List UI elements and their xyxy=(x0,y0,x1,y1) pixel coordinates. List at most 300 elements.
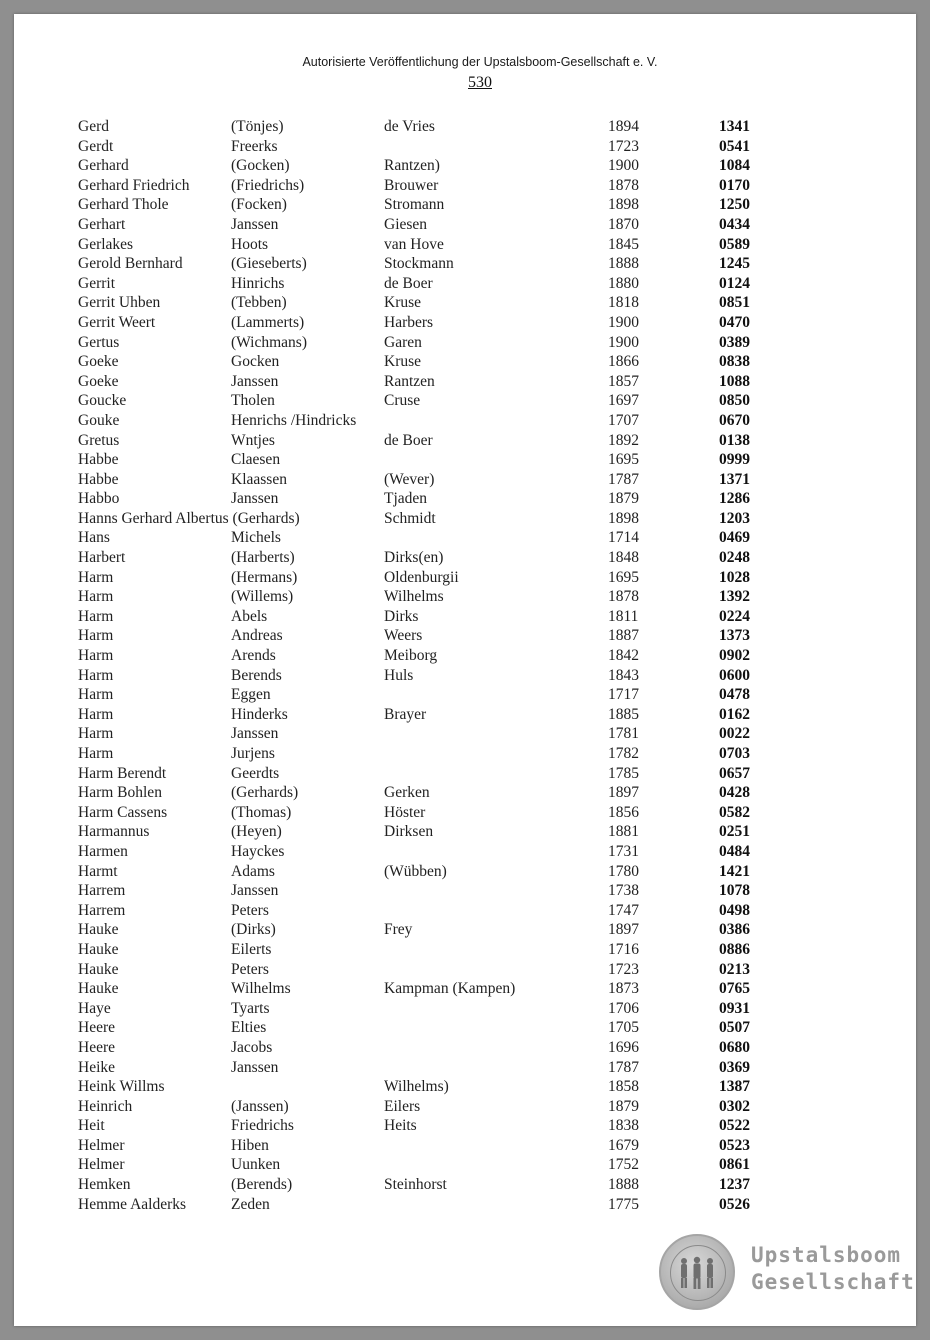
year-cell: 1731 xyxy=(608,842,639,860)
second-name-cell: Janssen xyxy=(231,882,279,900)
table-row xyxy=(78,940,798,960)
record-number-cell: 0931 xyxy=(719,999,750,1017)
record-number-cell: 0999 xyxy=(719,451,750,469)
year-cell: 1881 xyxy=(608,823,639,841)
table-row xyxy=(78,1195,798,1215)
first-name-cell: Gerlakes xyxy=(78,235,134,253)
table-row xyxy=(78,528,798,548)
surname-cell: Harbers xyxy=(384,313,434,331)
record-number-cell: 1421 xyxy=(719,862,750,880)
record-number-cell: 0389 xyxy=(719,333,750,351)
table-row xyxy=(78,920,798,940)
second-name-cell: (Janssen) xyxy=(231,1097,289,1115)
year-cell: 1717 xyxy=(608,686,639,704)
first-name-cell: Gerhart xyxy=(78,215,126,233)
second-name-cell: Hiben xyxy=(231,1136,269,1154)
first-name-cell: Hauke xyxy=(78,921,119,939)
year-cell: 1894 xyxy=(608,118,639,135)
second-name-cell: Berends xyxy=(231,666,282,684)
first-name-cell: Harm Cassens xyxy=(78,803,168,821)
record-number-cell: 0302 xyxy=(719,1097,750,1115)
year-cell: 1898 xyxy=(608,196,639,214)
first-name-cell: Harm xyxy=(78,686,114,704)
record-number-cell: 0657 xyxy=(719,764,750,782)
surname-cell: Heits xyxy=(384,1117,417,1135)
first-name-cell: Gouke xyxy=(78,411,120,429)
year-cell: 1838 xyxy=(608,1117,639,1135)
table-row xyxy=(78,176,798,196)
first-name-cell: Hauke xyxy=(78,940,119,958)
year-cell: 1723 xyxy=(608,960,639,978)
record-number-cell: 0861 xyxy=(719,1156,750,1174)
year-cell: 1775 xyxy=(608,1195,639,1213)
year-cell: 1716 xyxy=(608,940,639,958)
record-number-cell: 0850 xyxy=(719,392,750,410)
record-number-cell: 0523 xyxy=(719,1136,750,1154)
second-name-cell: Elties xyxy=(231,1019,267,1037)
table-row xyxy=(78,685,798,705)
record-number-cell: 0428 xyxy=(719,784,750,802)
first-name-cell: Hanns Gerhard Albertus (Gerhards) xyxy=(78,509,300,527)
first-name-cell: Harrem xyxy=(78,901,126,919)
second-name-cell: Eggen xyxy=(231,686,271,704)
table-row xyxy=(78,1018,798,1038)
record-number-cell: 1078 xyxy=(719,882,750,900)
record-number-cell: 1250 xyxy=(719,196,750,214)
surname-cell: Rantzen xyxy=(384,372,435,390)
record-number-cell: 0703 xyxy=(719,745,750,762)
second-name-cell: (Gieseberts) xyxy=(231,255,307,273)
record-number-cell: 0498 xyxy=(719,901,750,919)
first-name-cell: Goucke xyxy=(78,392,127,410)
first-name-cell: Harm xyxy=(78,725,114,743)
seal-icon xyxy=(659,1234,735,1310)
table-row xyxy=(78,489,798,509)
table-row xyxy=(78,568,798,588)
second-name-cell: Janssen xyxy=(231,725,279,743)
first-name-cell: Gerrit Weert xyxy=(78,313,156,331)
surname-cell: de Boer xyxy=(384,431,433,449)
year-cell: 1811 xyxy=(608,607,639,625)
publication-header: Autorisierte Veröffentlichung der Upstalsboom-Gesellschaft e. V. xyxy=(302,55,658,69)
table-row xyxy=(78,509,798,529)
table-row xyxy=(78,235,798,255)
second-name-cell: Peters xyxy=(231,960,269,978)
first-name-cell: Gerhard xyxy=(78,157,129,175)
first-name-cell: Harm xyxy=(78,588,114,606)
table-row xyxy=(78,215,798,235)
table-row xyxy=(78,842,798,862)
year-cell: 1880 xyxy=(608,274,639,292)
second-name-cell: (Gocken) xyxy=(231,157,290,175)
table-row xyxy=(78,607,798,627)
first-name-cell: Gerhard Thole xyxy=(78,196,169,214)
table-row xyxy=(78,822,798,842)
second-name-cell: Adams xyxy=(231,862,275,880)
record-number-cell: 1371 xyxy=(719,470,750,488)
table-row xyxy=(78,1058,798,1078)
table-row xyxy=(78,764,798,784)
year-cell: 1848 xyxy=(608,549,639,567)
record-number-cell: 1028 xyxy=(719,568,750,586)
year-cell: 1714 xyxy=(608,529,639,547)
first-name-cell: Harbert xyxy=(78,549,126,567)
table-row xyxy=(78,960,798,980)
first-name-cell: Harmt xyxy=(78,862,118,880)
second-name-cell: Jurjens xyxy=(231,745,275,762)
year-cell: 1892 xyxy=(608,431,639,449)
year-cell: 1695 xyxy=(608,451,639,469)
surname-cell: Steinhorst xyxy=(384,1176,447,1194)
second-name-cell: Tyarts xyxy=(231,999,270,1017)
surname-cell: (Wever) xyxy=(384,470,435,488)
second-name-cell: (Harberts) xyxy=(231,549,295,567)
year-cell: 1898 xyxy=(608,509,639,527)
second-name-cell: Janssen xyxy=(231,372,279,390)
year-cell: 1787 xyxy=(608,1058,639,1076)
first-name-cell: Heike xyxy=(78,1058,116,1076)
year-cell: 1781 xyxy=(608,725,639,743)
surname-cell: Eilers xyxy=(384,1097,421,1115)
year-cell: 1900 xyxy=(608,313,639,331)
second-name-cell: (Hermans) xyxy=(231,568,298,586)
record-number-cell: 1392 xyxy=(719,588,750,606)
second-name-cell: (Dirks) xyxy=(231,921,276,939)
second-name-cell: Hinrichs xyxy=(231,274,285,292)
year-cell: 1887 xyxy=(608,627,639,645)
second-name-cell: Arends xyxy=(231,647,276,665)
record-number-cell: 0507 xyxy=(719,1019,750,1037)
table-row xyxy=(78,744,798,764)
year-cell: 1888 xyxy=(608,255,639,273)
table-row xyxy=(78,862,798,882)
second-name-cell: (Heyen) xyxy=(231,823,282,841)
surname-cell: Dirks xyxy=(384,607,419,625)
table-row xyxy=(78,156,798,176)
record-number-cell: 1387 xyxy=(719,1078,750,1096)
surname-cell: Frey xyxy=(384,921,413,939)
surname-cell: Wilhelms) xyxy=(384,1078,449,1096)
surname-cell: Brayer xyxy=(384,705,427,723)
second-name-cell: Gocken xyxy=(231,353,280,371)
surname-cell: de Vries xyxy=(384,118,435,135)
table-row xyxy=(78,783,798,803)
first-name-cell: Hauke xyxy=(78,960,119,978)
table-row xyxy=(78,1116,798,1136)
table-row xyxy=(78,391,798,411)
first-name-cell: Helmer xyxy=(78,1156,125,1174)
first-name-cell: Gretus xyxy=(78,431,120,449)
second-name-cell: Hoots xyxy=(231,235,269,253)
year-cell: 1818 xyxy=(608,294,639,312)
table-row xyxy=(78,431,798,451)
second-name-cell: Henrichs /Hindricks xyxy=(231,411,357,429)
first-name-cell: Gerrit Uhben xyxy=(78,294,161,312)
second-name-cell: (Berends) xyxy=(231,1176,293,1194)
society-logo xyxy=(659,1234,915,1316)
surname-cell: Garen xyxy=(384,333,422,351)
year-cell: 1870 xyxy=(608,215,639,233)
record-number-cell: 0600 xyxy=(719,666,750,684)
table-row xyxy=(78,901,798,921)
second-name-cell: (Tebben) xyxy=(231,294,287,312)
first-name-cell: Gerd xyxy=(78,118,109,135)
surname-cell: Höster xyxy=(384,803,426,821)
first-name-cell: Gerhard Friedrich xyxy=(78,176,190,194)
first-name-cell: Harm xyxy=(78,745,114,762)
first-name-cell: Harm xyxy=(78,666,114,684)
year-cell: 1856 xyxy=(608,803,639,821)
second-name-cell: Peters xyxy=(231,901,269,919)
record-number-cell: 0680 xyxy=(719,1038,750,1056)
year-cell: 1879 xyxy=(608,490,639,508)
first-name-cell: Harmannus xyxy=(78,823,150,841)
surname-cell: van Hove xyxy=(384,235,444,253)
first-name-cell: Heink Willms xyxy=(78,1078,165,1096)
first-name-cell: Habbe xyxy=(78,451,119,469)
record-number-cell: 0469 xyxy=(719,529,750,547)
surname-cell: Cruse xyxy=(384,392,421,410)
first-name-cell: Gerdt xyxy=(78,137,114,155)
surname-cell: Tjaden xyxy=(384,490,428,508)
year-cell: 1866 xyxy=(608,353,639,371)
second-name-cell: (Tönjes) xyxy=(231,118,284,135)
year-cell: 1873 xyxy=(608,980,639,998)
first-name-cell: Haye xyxy=(78,999,111,1017)
first-name-cell: Helmer xyxy=(78,1136,125,1154)
first-name-cell: Goeke xyxy=(78,353,119,371)
surname-cell: Wilhelms xyxy=(384,588,444,606)
record-number-cell: 1203 xyxy=(719,509,750,527)
second-name-cell: Friedrichs xyxy=(231,1117,294,1135)
second-name-cell: Abels xyxy=(231,607,268,625)
table-row xyxy=(78,881,798,901)
record-number-cell: 0541 xyxy=(719,137,750,155)
record-number-cell: 1245 xyxy=(719,255,750,273)
record-number-cell: 1286 xyxy=(719,490,750,508)
record-number-cell: 0838 xyxy=(719,353,750,371)
year-cell: 1723 xyxy=(608,137,639,155)
year-cell: 1858 xyxy=(608,1078,639,1096)
year-cell: 1705 xyxy=(608,1019,639,1037)
record-number-cell: 0582 xyxy=(719,803,750,821)
year-cell: 1747 xyxy=(608,901,639,919)
first-name-cell: Goeke xyxy=(78,372,119,390)
first-name-cell: Harrem xyxy=(78,882,126,900)
surname-cell: Huls xyxy=(384,666,414,684)
record-number-cell: 0765 xyxy=(719,980,750,998)
surname-cell: Brouwer xyxy=(384,176,439,194)
year-cell: 1752 xyxy=(608,1156,639,1174)
year-cell: 1695 xyxy=(608,568,639,586)
first-name-cell: Harm xyxy=(78,568,114,586)
second-name-cell: Eilerts xyxy=(231,940,272,958)
first-name-cell: Gerrit xyxy=(78,274,116,292)
first-name-cell: Heere xyxy=(78,1019,115,1037)
table-row xyxy=(78,293,798,313)
record-number-cell: 0526 xyxy=(719,1195,750,1213)
first-name-cell: Harm xyxy=(78,607,114,625)
second-name-cell: Wilhelms xyxy=(231,980,291,998)
surname-cell: Kruse xyxy=(384,353,422,371)
second-name-cell: Wntjes xyxy=(231,431,275,449)
table-row xyxy=(78,195,798,215)
surname-cell: Stockmann xyxy=(384,255,454,273)
first-name-cell: Hemme Aalderks xyxy=(78,1195,187,1213)
second-name-cell: Janssen xyxy=(231,215,279,233)
table-row xyxy=(78,352,798,372)
table-row xyxy=(78,470,798,490)
first-name-cell: Heere xyxy=(78,1038,115,1056)
year-cell: 1738 xyxy=(608,882,639,900)
year-cell: 1697 xyxy=(608,392,639,410)
year-cell: 1843 xyxy=(608,666,639,684)
first-name-cell: Gertus xyxy=(78,333,120,351)
first-name-cell: Harm Bohlen xyxy=(78,784,162,802)
logo-wordmark xyxy=(751,1242,915,1296)
year-cell: 1878 xyxy=(608,176,639,194)
year-cell: 1878 xyxy=(608,588,639,606)
second-name-cell: (Wichmans) xyxy=(231,333,307,351)
table-row xyxy=(78,117,798,137)
record-number-cell: 1084 xyxy=(719,157,750,175)
table-row xyxy=(78,724,798,744)
first-name-cell: Harm xyxy=(78,647,114,665)
first-name-cell: Harm xyxy=(78,705,114,723)
surname-cell: Kruse xyxy=(384,294,422,312)
surname-cell: Dirksen xyxy=(384,823,434,841)
table-row xyxy=(78,705,798,725)
year-cell: 1696 xyxy=(608,1038,639,1056)
year-cell: 1900 xyxy=(608,157,639,175)
second-name-cell: (Gerhards) xyxy=(231,784,299,802)
year-cell: 1897 xyxy=(608,921,639,939)
surname-cell: Gerken xyxy=(384,784,430,802)
table-row xyxy=(78,587,798,607)
second-name-cell: Jacobs xyxy=(231,1038,273,1056)
record-number-cell: 0670 xyxy=(719,411,750,429)
table-row xyxy=(78,1136,798,1156)
record-number-cell: 0251 xyxy=(719,823,750,841)
second-name-cell: Claesen xyxy=(231,451,281,469)
record-number-cell: 0478 xyxy=(719,686,750,704)
record-number-cell: 1237 xyxy=(719,1176,750,1194)
table-row xyxy=(78,999,798,1019)
second-name-cell: Geerdts xyxy=(231,764,280,782)
year-cell: 1879 xyxy=(608,1097,639,1115)
year-cell: 1842 xyxy=(608,647,639,665)
table-row xyxy=(78,548,798,568)
second-name-cell: (Focken) xyxy=(231,196,287,214)
first-name-cell: Harm xyxy=(78,627,114,645)
page-number: 530 xyxy=(468,74,492,91)
record-number-cell: 0902 xyxy=(719,647,750,665)
table-row xyxy=(78,254,798,274)
record-number-cell: 0162 xyxy=(719,705,750,723)
record-number-cell: 0369 xyxy=(719,1058,750,1076)
first-name-cell: Harm Berendt xyxy=(78,764,167,782)
surname-cell: (Wübben) xyxy=(384,862,447,880)
year-cell: 1900 xyxy=(608,333,639,351)
year-cell: 1782 xyxy=(608,745,639,762)
second-name-cell: Tholen xyxy=(231,392,275,410)
second-name-cell: (Lammerts) xyxy=(231,313,305,331)
surname-cell: Oldenburgii xyxy=(384,568,459,586)
table-row xyxy=(78,372,798,392)
year-cell: 1897 xyxy=(608,784,639,802)
year-cell: 1679 xyxy=(608,1136,639,1154)
table-row xyxy=(78,666,798,686)
table-row xyxy=(78,626,798,646)
year-cell: 1888 xyxy=(608,1176,639,1194)
year-cell: 1785 xyxy=(608,764,639,782)
second-name-cell: Andreas xyxy=(231,627,283,645)
table-row xyxy=(78,450,798,470)
first-name-cell: Hemken xyxy=(78,1176,131,1194)
logo-line-1: Upstalsboom xyxy=(751,1243,902,1267)
record-number-cell: 0170 xyxy=(719,176,750,194)
year-cell: 1707 xyxy=(608,411,639,429)
first-name-cell: Harmen xyxy=(78,842,128,860)
first-name-cell: Habbo xyxy=(78,490,120,508)
second-name-cell: Uunken xyxy=(231,1156,281,1174)
year-cell: 1885 xyxy=(608,705,639,723)
table-row xyxy=(78,646,798,666)
table-row xyxy=(78,1038,798,1058)
record-number-cell: 0470 xyxy=(719,313,750,331)
logo-line-2: Gesellschaft xyxy=(751,1270,915,1294)
record-number-cell: 0886 xyxy=(719,940,750,958)
surname-cell: Giesen xyxy=(384,215,428,233)
first-name-cell: Hans xyxy=(78,529,110,547)
surname-cell: Stromann xyxy=(384,196,445,214)
table-row xyxy=(78,1155,798,1175)
first-name-cell: Hauke xyxy=(78,980,119,998)
record-number-cell: 0434 xyxy=(719,215,750,233)
document-page xyxy=(14,14,916,1326)
table-row xyxy=(78,137,798,157)
table-row xyxy=(78,979,798,999)
table-row xyxy=(78,1097,798,1117)
record-number-cell: 0213 xyxy=(719,960,750,978)
record-number-cell: 0022 xyxy=(719,725,750,743)
record-number-cell: 0589 xyxy=(719,235,750,253)
surname-cell: Kampman (Kampen) xyxy=(384,980,516,998)
second-name-cell: (Friedrichs) xyxy=(231,176,305,194)
second-name-cell: Klaassen xyxy=(231,470,287,488)
record-number-cell: 0522 xyxy=(719,1117,750,1135)
record-number-cell: 0484 xyxy=(719,842,750,860)
record-number-cell: 1373 xyxy=(719,627,750,645)
seal-figures-icon xyxy=(675,1256,719,1290)
year-cell: 1780 xyxy=(608,862,639,880)
year-cell: 1706 xyxy=(608,999,639,1017)
first-name-cell: Heit xyxy=(78,1117,105,1135)
table-row xyxy=(78,1175,798,1195)
second-name-cell: (Thomas) xyxy=(231,803,292,821)
second-name-cell: Janssen xyxy=(231,1058,279,1076)
record-number-cell: 0124 xyxy=(719,274,750,292)
second-name-cell: Michels xyxy=(231,529,281,547)
second-name-cell: (Willems) xyxy=(231,588,294,606)
second-name-cell: Hayckes xyxy=(231,842,285,860)
surname-cell: Weers xyxy=(384,627,423,645)
record-number-cell: 1088 xyxy=(719,372,750,390)
name-register xyxy=(78,117,798,1214)
year-cell: 1857 xyxy=(608,372,639,390)
record-number-cell: 0138 xyxy=(719,431,750,449)
surname-cell: Rantzen) xyxy=(384,157,440,175)
